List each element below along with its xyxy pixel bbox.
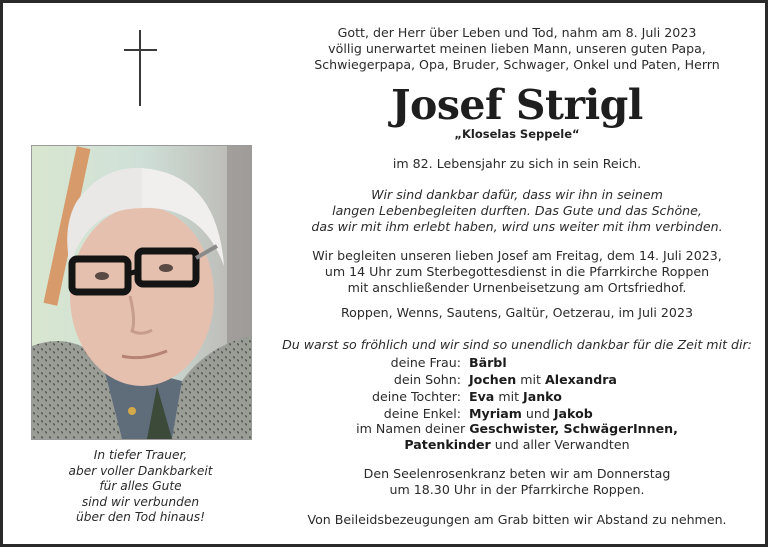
family-name: Myriam [469,406,522,421]
cross-vertical-bar [139,30,141,106]
portrait-photo [31,145,252,440]
relatives-line [275,421,759,437]
portrait-illustration [32,146,251,439]
family-relation: dein Sohn: [393,372,461,387]
verse-line: für alles Gute [99,479,182,494]
relatives-line [275,437,759,453]
gratitude-paragraph [275,187,759,236]
verse-line: aber voller Dankbarkeit [68,463,213,478]
relatives-bold: Patenkinder [404,437,491,453]
relatives-suffix: und aller Verwandten [490,437,630,453]
rosary-line: um 18.30 Uhr in der Pfarrkirche Roppen. [389,482,645,498]
deceased-name: Josef Strigl [391,81,643,129]
relatives-prefix: im Namen deiner [356,421,470,436]
deceased-nickname: „Kloselas Seppele“ [454,127,580,141]
family-relation: deine Tochter: [371,389,461,404]
family-name: Jakob [553,406,593,421]
funeral-paragraph [275,248,759,297]
verse-line: über den Tod hinaus! [76,510,205,525]
funeral-line: Wir begleiten unseren lieben Josef am Freitag, dem 14. Juli 2023, [312,248,722,263]
family-names [469,354,507,371]
rosary-line: Den Seelenrosenkranz beten wir am Donnerstag [363,466,671,481]
gratitude-line: Wir sind dankbar dafür, dass wir ihn in seinem [371,187,663,202]
family-names [469,388,562,405]
family-list [275,354,759,422]
family-name: Janko [523,389,562,404]
cheerful-line: Du warst so fröhlich und wir sind so unendlich dankbar für die Zeit mit dir: [282,337,752,352]
intro-paragraph [275,25,759,74]
places-date-line: Roppen, Wenns, Sautens, Galtür, Oetzerau, im Juli 2023 [341,305,693,320]
cross-horizontal-bar [124,49,157,51]
gratitude-line: das wir mit ihm erlebt haben, wird uns weiter mit ihm verbinden. [311,219,723,235]
family-name: Jochen [469,372,517,387]
family-name: Eva [469,389,495,404]
rosary-paragraph [275,466,759,498]
family-names [469,371,617,388]
family-relation: deine Frau: [390,355,461,370]
family-name: Alexandra [545,372,617,387]
funeral-line: mit anschließender Urnenbeisetzung am Ortsfriedhof. [347,280,687,296]
family-row [275,388,759,405]
funeral-line: um 14 Uhr zum Sterbegottesdienst in die Pfarrkirche Roppen [324,264,710,280]
intro-line: Schwiegerpapa, Opa, Bruder, Schwager, Onkel und Paten, Herrn [314,57,720,73]
family-row [275,354,759,371]
intro-line: völlig unerwartet meinen lieben Mann, unseren guten Papa, [328,41,706,57]
reich-line: im 82. Lebensjahr zu sich in sein Reich. [392,156,642,171]
condolence-note: Von Beileidsbezeugungen am Grab bitten wir Abstand zu nehmen. [307,512,727,527]
family-name: Bärbl [469,355,507,370]
relatives-bold: Geschwister, SchwägerInnen, [469,421,678,436]
family-names [469,405,593,422]
family-relation: deine Enkel: [383,406,461,421]
verse-line: sind wir verbunden [81,494,200,509]
family-joiner: und [521,406,554,421]
gratitude-line: langen Lebenbegleiten durften. Das Gute und das Schöne, [332,203,702,219]
family-joiner: mit [494,389,524,404]
verse-line: In tiefer Trauer, [93,448,188,462]
relatives-paragraph [275,421,759,453]
family-joiner: mit [516,372,545,387]
left-verse [31,448,250,526]
family-row [275,405,759,422]
family-row [275,371,759,388]
intro-line: Gott, der Herr über Leben und Tod, nahm am 8. Juli 2023 [337,25,697,40]
